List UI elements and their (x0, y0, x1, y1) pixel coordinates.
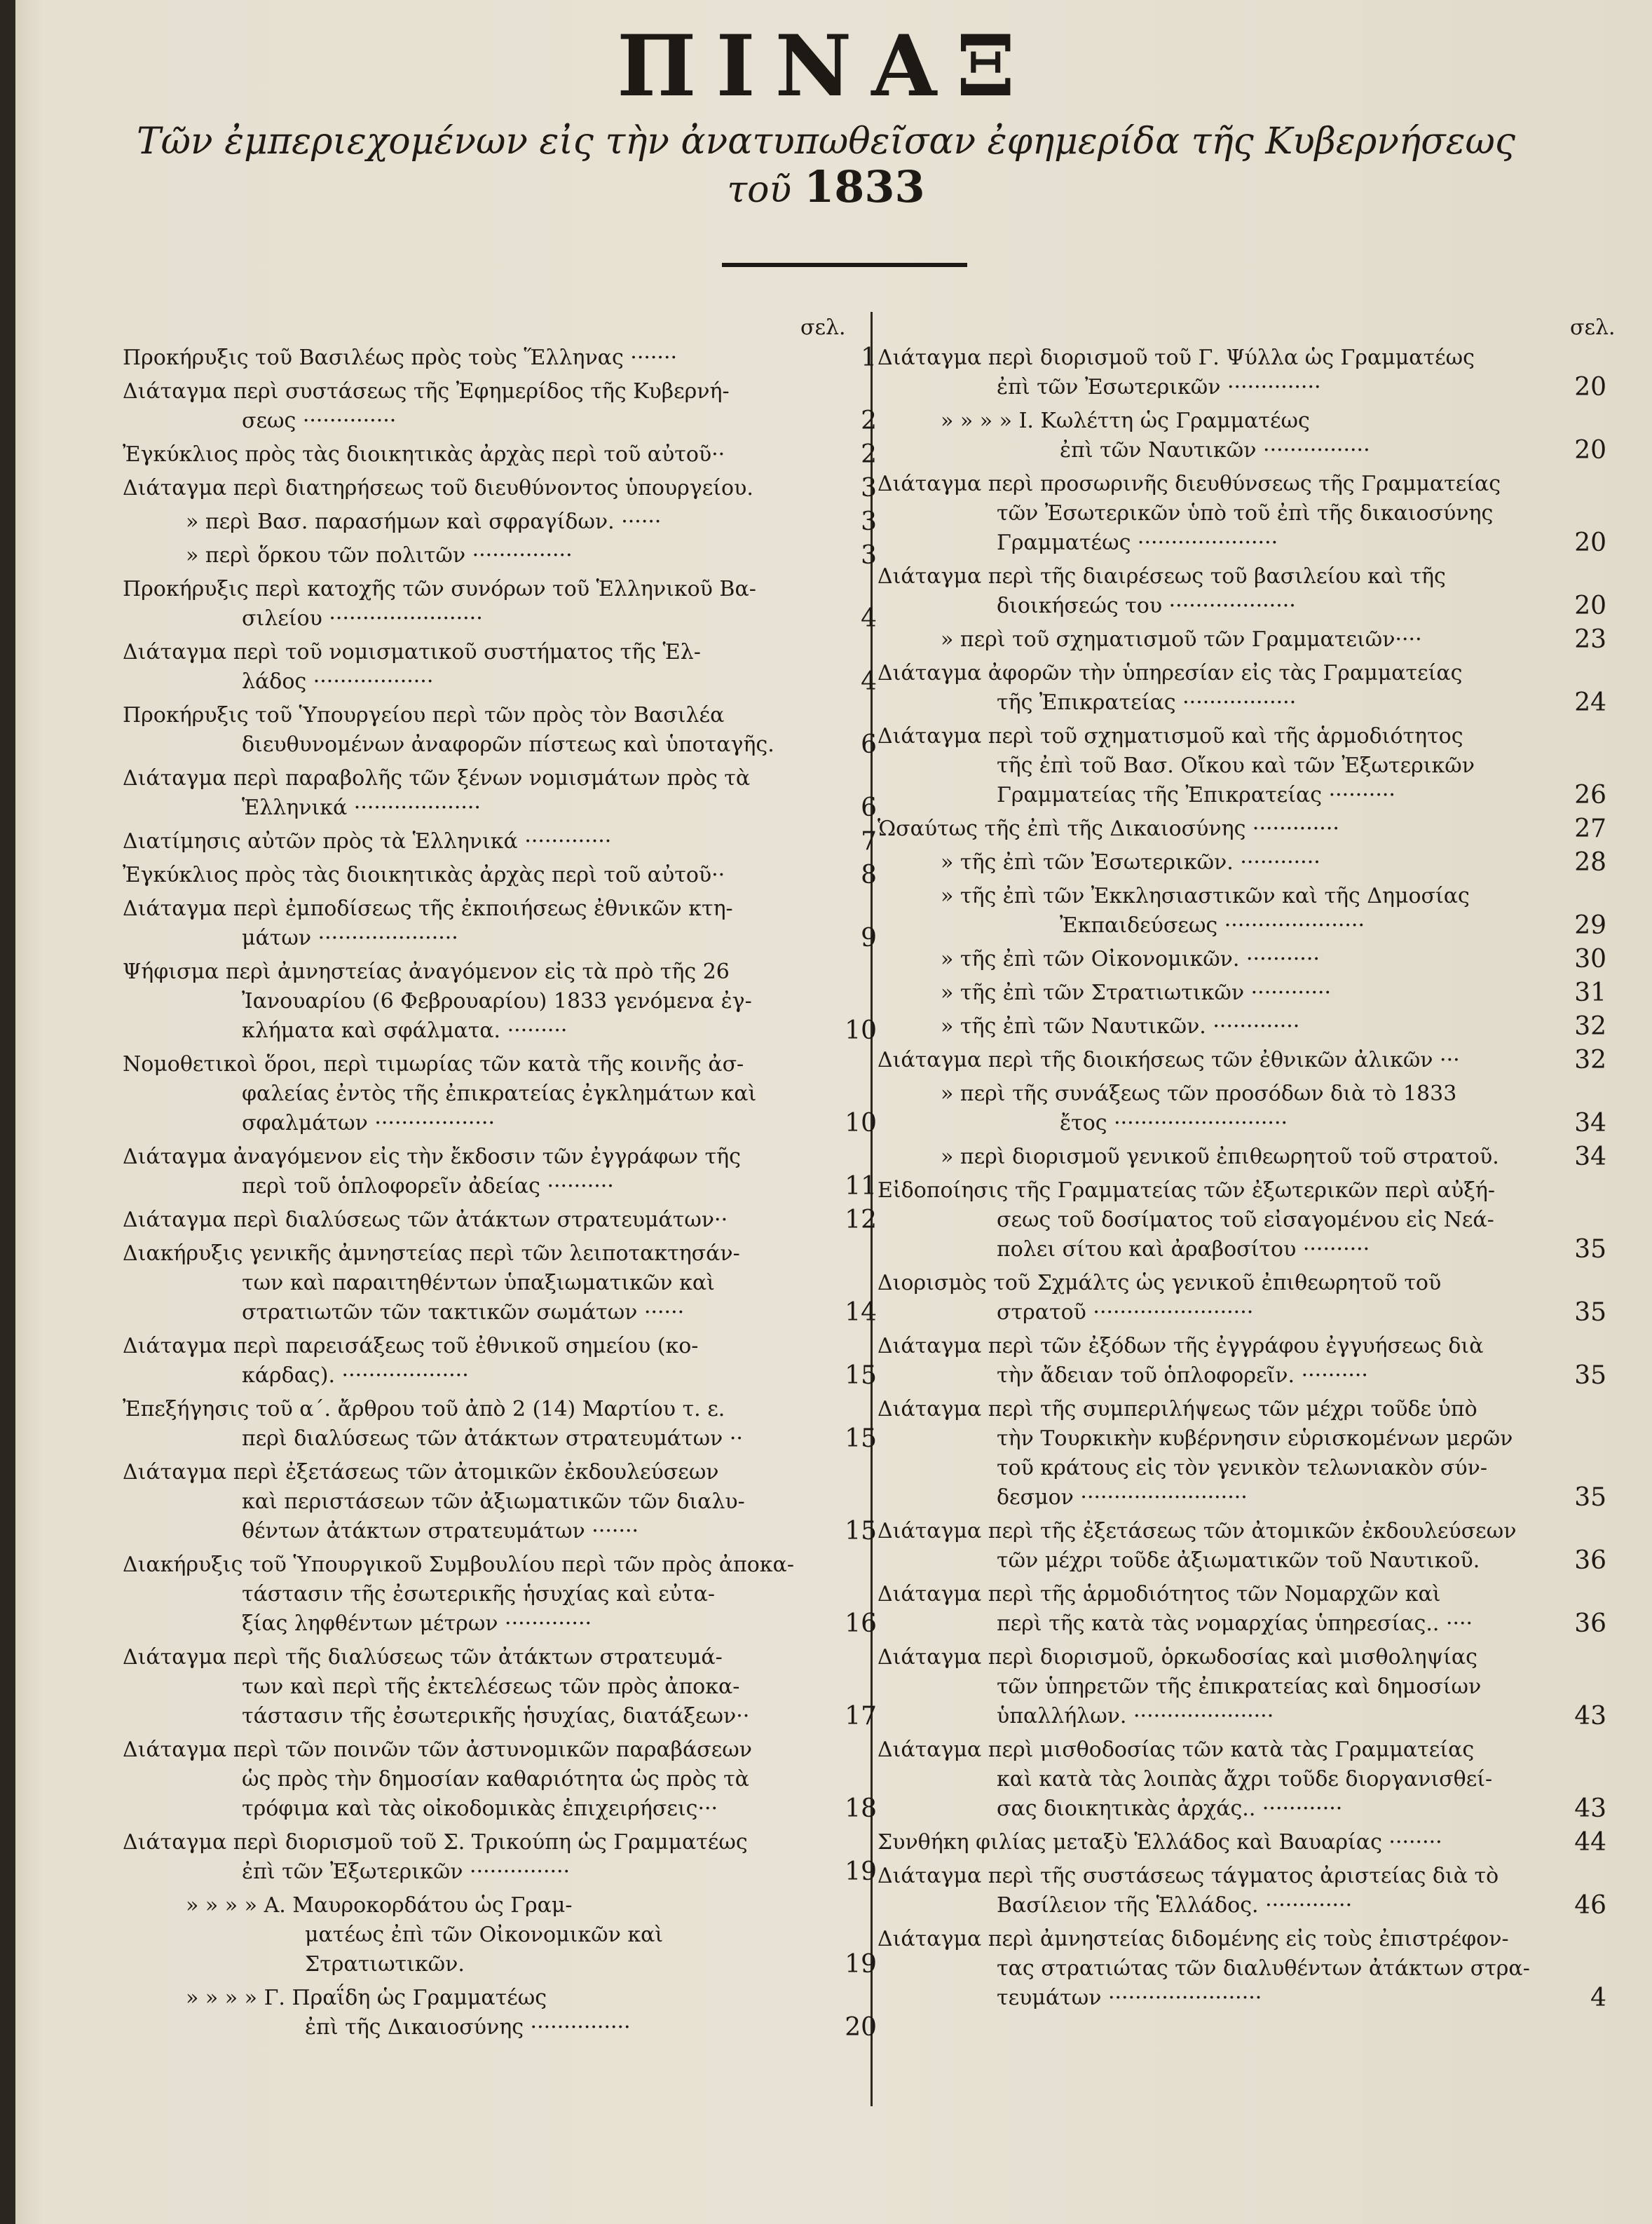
toc-entry-title: » τῆς ἐπὶ τῶν Οἰκονομικῶν. ··········· (941, 947, 1320, 971)
toc-entry-text (123, 638, 825, 697)
toc-entry-page: 20 (1574, 592, 1606, 620)
toc-entry-title: » » » » Α. Μαυροκορδάτου ὡς Γραμ- (186, 1893, 573, 1918)
toc-entry-page: 3 (861, 507, 877, 536)
toc-entry-text (878, 1517, 1557, 1576)
toc-entry-continuation: καὶ περιστάσεων τῶν ἀξιωματικῶν τῶν διαλυ- θέντων ἀτάκτων στρατευμάτων ······· (242, 1489, 745, 1543)
toc-entry (123, 957, 877, 1046)
toc-entry-title: Ὡσαύτως τῆς ἐπὶ τῆς Δικαιοσύνης ············· (878, 817, 1339, 841)
toc-entry-title: Διάταγμα περὶ παραβολῆς τῶν ξένων νομισμάτων πρὸς τὰ (123, 766, 751, 791)
toc-entry-text (123, 1550, 825, 1639)
toc-entry-page: 24 (1574, 688, 1606, 717)
toc-entry-title: Διάταγμα περὶ μισθοδοσίας τῶν κατὰ τὰς Γραμματείας (878, 1738, 1475, 1762)
toc-entry-title: Διάταγμα ἀναγόμενον εἰς τὴν ἔκδοσιν τῶν ἐγγράφων τῆς (123, 1145, 741, 1169)
toc-entry-continuation: σιλείου ······················· (242, 606, 483, 631)
toc-entry-page: 20 (845, 2013, 877, 2042)
toc-entry-page: 44 (1574, 1828, 1606, 1857)
toc-entry-title: Διάταγμα περὶ τοῦ νομισματικοῦ συστήματος τῆς Ἑλ- (123, 640, 701, 664)
toc-entry-title: Διακήρυξις γενικῆς ἀμνηστείας περὶ τῶν λειποτακτησάν- (123, 1241, 740, 1266)
toc-entry-text (878, 1176, 1557, 1264)
toc-entry (878, 407, 1606, 465)
toc-entry-page: 19 (845, 1857, 877, 1886)
toc-entry-page: 4 (861, 604, 877, 633)
toc-entry-page: 17 (845, 1702, 877, 1731)
toc-entry-page: 20 (1574, 373, 1606, 402)
toc-entry-page: 9 (861, 924, 877, 953)
toc-entry-title: Διάταγμα περὶ τῆς διαιρέσεως τοῦ βασιλείου καὶ τῆς (878, 564, 1446, 589)
toc-entry-continuation: κάρδας). ··················· (242, 1363, 469, 1388)
toc-entry-text (878, 814, 1557, 844)
toc-entry (878, 814, 1606, 844)
toc-entry-page: 16 (845, 1609, 877, 1638)
toc-entry-text (941, 945, 1557, 974)
toc-entry-text (878, 1269, 1557, 1328)
toc-entry-text (123, 1332, 825, 1391)
toc-entry-continuation: μάτων ····················· (242, 926, 458, 950)
toc-entry-text (123, 957, 825, 1046)
toc-entry-text (941, 1012, 1557, 1042)
toc-entry-page: 43 (1574, 1702, 1606, 1731)
binding-edge (0, 0, 15, 2224)
toc-entry-page: 11 (845, 1172, 877, 1201)
toc-entry-page: 3 (861, 541, 877, 570)
toc-entry-continuation: στρατοῦ ························ (997, 1300, 1254, 1325)
toc-entry (123, 474, 877, 503)
left-column-page-heading: σελ. (800, 315, 846, 340)
toc-entry-title: Διάταγμα περὶ ἀμνηστείας διδομένης εἰς τοὺς ἐπιστρέφον- (878, 1927, 1509, 1951)
toc-entry (123, 1984, 877, 2042)
toc-entry (123, 1142, 877, 1201)
toc-entry-title: Διάταγμα περὶ ἐμποδίσεως τῆς ἐκποιήσεως ἐθνικῶν κτη- (123, 896, 733, 921)
toc-entry (123, 1735, 877, 1824)
toc-entry-text (941, 882, 1557, 941)
toc-entry-title: Ἐγκύκλιος πρὸς τὰς διοικητικὰς ἀρχὰς περὶ τοῦ αὐτοῦ·· (123, 863, 725, 887)
toc-entry-text (878, 1332, 1557, 1391)
toc-entry (878, 945, 1606, 974)
toc-entry-continuation: τὴν ἄδειαν τοῦ ὁπλοφορεῖν. ·········· (997, 1363, 1368, 1388)
toc-entry-title: Νομοθετικοὶ ὅροι, περὶ τιμωρίας τῶν κατὰ τῆς κοινῆς ἀσ- (123, 1052, 744, 1077)
toc-entry-continuation: Ἐκπαιδεύσεως ····················· (1060, 913, 1365, 938)
title-rule (722, 263, 967, 267)
toc-entry-text (878, 659, 1557, 718)
toc-entry (878, 1862, 1606, 1921)
toc-entry-text (123, 1206, 825, 1235)
toc-entry-continuation: τας στρατιώτας τῶν διαλυθέντων ἀτάκτων στρα- τευμάτων ······················· (997, 1956, 1530, 2010)
toc-entry-text (186, 507, 825, 537)
toc-entry-text (123, 1828, 825, 1887)
toc-entry-continuation: τάστασιν τῆς ἐσωτερικῆς ἡσυχίας καὶ εὐτα- ξίας ληφθέντων μέτρων ············· (242, 1582, 716, 1636)
toc-entry-page: 46 (1574, 1891, 1606, 1920)
toc-entry-text (123, 1239, 825, 1328)
toc-entry-title: » περὶ τῆς συνάξεως τῶν προσόδων διὰ τὸ 1833 (941, 1082, 1457, 1106)
toc-entry (123, 827, 877, 857)
toc-entry-title: Ἐγκύκλιος πρὸς τὰς διοικητικὰς ἀρχὰς περὶ τοῦ αὐτοῦ·· (123, 442, 725, 467)
toc-entry-page: 26 (1574, 781, 1606, 810)
page-subtitle-year-line (0, 161, 1652, 212)
toc-entry (878, 1395, 1606, 1513)
toc-entry-title: Διάταγμα περὶ τοῦ σχηματισμοῦ καὶ τῆς ἁρμοδιότητος (878, 724, 1463, 749)
toc-entry-page: 2 (861, 440, 877, 469)
toc-entry-text (878, 722, 1557, 810)
toc-entry-text (941, 1079, 1557, 1138)
toc-entry-title: » περὶ τοῦ σχηματισμοῦ τῶν Γραμματειῶν···· (941, 627, 1422, 652)
toc-entry-continuation: τῆς Ἐπικρατείας ················· (997, 690, 1297, 715)
toc-entry-text (123, 861, 825, 890)
toc-entry-title: Διάταγμα περὶ διαλύσεως τῶν ἀτάκτων στρατευμάτων·· (123, 1208, 728, 1232)
toc-entry-page: 8 (861, 861, 877, 889)
toc-entry-text (123, 377, 825, 436)
toc-entry-text (878, 1925, 1557, 2013)
toc-entry-page: 3 (861, 474, 877, 503)
toc-entry-page: 36 (1574, 1546, 1606, 1575)
toc-entry-title: » περὶ διορισμοῦ γενικοῦ ἐπιθεωρητοῦ τοῦ στρατοῦ. (941, 1145, 1499, 1169)
toc-entry-page: 28 (1574, 848, 1606, 877)
toc-entry-title: Ψήφισμα περὶ ἀμνηστείας ἀναγόμενον εἰς τὰ πρὸ τῆς 26 (123, 960, 730, 984)
toc-entry-page: 12 (845, 1206, 877, 1234)
toc-entry-text (123, 440, 825, 470)
toc-entry-page: 20 (1574, 528, 1606, 557)
toc-entry-page: 1 (861, 343, 877, 372)
toc-entry (123, 894, 877, 953)
toc-entry-continuation: φαλείας ἐντὸς τῆς ἐπικρατείας ἐγκλημάτων καὶ σφαλμάτων ·················· (242, 1082, 757, 1135)
toc-entry-title: » τῆς ἐπὶ τῶν Ἐσωτερικῶν. ············ (941, 850, 1320, 875)
toc-entry (123, 507, 877, 537)
toc-entry (123, 343, 877, 373)
toc-entry-title: Εἰδοποίησις τῆς Γραμματείας τῶν ἐξωτερικῶν περὶ αὐξή- (878, 1178, 1496, 1203)
toc-entry-page: 18 (845, 1794, 877, 1823)
toc-entry-title: Διάταγμα περὶ προσωρινῆς διευθύνσεως τῆς Γραμματείας (878, 472, 1501, 496)
toc-entry-title: Διάταγμα περὶ τῆς ἁρμοδιότητος τῶν Νομαρχῶν καὶ (878, 1582, 1441, 1606)
toc-entry-text (878, 1046, 1557, 1075)
toc-entry-continuation: λάδος ·················· (242, 669, 434, 694)
toc-entry (878, 1012, 1606, 1042)
toc-entry (878, 1079, 1606, 1138)
toc-entry-continuation: σεως τοῦ δοσίματος τοῦ εἰσαγομένου εἰς Νεά- πολει σίτου καὶ ἀραβοσίτου ·········· (997, 1208, 1494, 1262)
toc-entry (123, 1643, 877, 1731)
toc-entry (123, 701, 877, 760)
toc-entry-page: 15 (845, 1424, 877, 1453)
toc-entry (878, 1142, 1606, 1172)
toc-entry-title: » περὶ Βασ. παρασήμων καὶ σφραγίδων. ······ (186, 510, 662, 534)
toc-entry-title: Διάταγμα περὶ διατηρήσεως τοῦ διευθύνοντος ὑπουργείου. (123, 476, 753, 500)
toc-entry (123, 1050, 877, 1138)
toc-entry-title: Διάταγμα περὶ τῶν ἐξόδων τῆς ἐγγράφου ἐγγυήσεως διὰ (878, 1334, 1484, 1358)
toc-entry-title: Διάταγμα περὶ τῆς διοικήσεως τῶν ἐθνικῶν ἀλικῶν ··· (878, 1048, 1460, 1072)
toc-entry-text (878, 343, 1557, 402)
toc-entry-text (878, 1862, 1557, 1921)
toc-entry-continuation: περὶ τοῦ ὁπλοφορεῖν ἀδείας ·········· (242, 1174, 614, 1199)
toc-entry-text (941, 625, 1557, 655)
toc-entry-continuation: ὡς πρὸς τὴν δημοσίαν καθαριότητα ὡς πρὸς τὰ τρόφιμα καὶ τὰς οἰκοδομικὰς ἐπιχειρήσεις··· (242, 1767, 749, 1821)
toc-entry (123, 575, 877, 634)
toc-entry-page: 43 (1574, 1794, 1606, 1823)
toc-entry (878, 1580, 1606, 1639)
toc-entry-page: 15 (845, 1361, 877, 1390)
page-title: ΠΙΝΑΞ (617, 17, 1035, 116)
toc-entry-page: 14 (845, 1298, 877, 1327)
toc-entry (878, 882, 1606, 941)
toc-entry-page: 31 (1574, 978, 1606, 1007)
toc-entry-text (123, 894, 825, 953)
year-prefix: τοῦ (727, 169, 792, 211)
toc-entry-continuation: σεως ·············· (242, 409, 397, 433)
toc-entry-title: Διάταγμα περὶ παρεισάξεως τοῦ ἐθνικοῦ σημείου (κο- (123, 1334, 699, 1358)
toc-entry-page: 35 (1574, 1361, 1606, 1390)
toc-entry-title: Διάταγμα περὶ ἐξετάσεως τῶν ἀτομικῶν ἐκδουλεύσεων (123, 1460, 719, 1485)
toc-entry-page: 32 (1574, 1012, 1606, 1041)
toc-entry-text (186, 541, 825, 571)
toc-entry-text (878, 1828, 1557, 1857)
toc-entry-title: Διάταγμα περὶ τῆς συστάσεως τάγματος ἀριστείας διὰ τὸ (878, 1864, 1499, 1888)
toc-entry-text (878, 1580, 1557, 1639)
toc-entry (878, 1643, 1606, 1731)
toc-entry-title: Διορισμὸς τοῦ Σχμάλτς ὡς γενικοῦ ἐπιθεωρητοῦ τοῦ (878, 1271, 1442, 1295)
toc-entry (878, 978, 1606, 1008)
toc-entry-text (123, 1458, 825, 1546)
toc-entry (878, 470, 1606, 558)
toc-entry-page: 36 (1574, 1609, 1606, 1638)
toc-entry (123, 861, 877, 890)
toc-entry (123, 638, 877, 697)
toc-entry-continuation: Ἑλληνικά ··················· (242, 796, 481, 820)
toc-entry-continuation: τῆς ἐπὶ τοῦ Βασ. Οἴκου καὶ τῶν Ἐξωτερικῶν Γραμματείας τῆς Ἐπικρατείας ·········· (997, 753, 1475, 807)
toc-entry-title: Διάταγμα περὶ διορισμοῦ τοῦ Γ. Ψύλλα ὡς Γραμματέως (878, 346, 1475, 370)
toc-entry (878, 1925, 1606, 2013)
toc-entry-title: Διακήρυξις τοῦ Ὑπουργικοῦ Συμβουλίου περὶ τῶν πρὸς ἀποκα- (123, 1553, 794, 1577)
toc-entry-page: 35 (1574, 1235, 1606, 1264)
toc-entry-continuation: καὶ κατὰ τὰς λοιπὰς ἄχρι τοῦδε διοργανισθεί- σας διοικητικὰς ἀρχάς.. ············ (997, 1767, 1493, 1821)
toc-entry-page: 34 (1574, 1142, 1606, 1171)
toc-entry-continuation: διοικήσεώς του ··················· (997, 594, 1296, 618)
toc-entry (123, 541, 877, 571)
toc-entry (123, 440, 877, 470)
toc-entry-continuation: ἐπὶ τῶν Ναυτικῶν ················ (1060, 438, 1370, 463)
toc-entry-continuation: ἐπὶ τῶν Ἐξωτερικῶν ··············· (242, 1860, 571, 1884)
toc-entry (123, 764, 877, 823)
toc-entry-continuation: τὴν Τουρκικὴν κυβέρνησιν εὑρισκομένων μερῶν τοῦ κράτους εἰς τὸν γενικὸν τελωνιακὸν σύν- δεσμον ························· (997, 1426, 1513, 1510)
toc-entry (878, 659, 1606, 718)
toc-entry-text (123, 827, 825, 857)
toc-entry-continuation: διευθυνομένων ἀναφορῶν πίστεως καὶ ὑποταγῆς. (242, 732, 774, 757)
toc-entry-title: Προκήρυξις τοῦ Βασιλέως πρὸς τοὺς Ἕλληνας ······· (123, 346, 678, 370)
toc-entry (878, 848, 1606, 878)
toc-entry (123, 377, 877, 436)
toc-entry-title: Διάταγμα περὶ τῆς διαλύσεως τῶν ἀτάκτων στρατευμά- (123, 1645, 723, 1670)
toc-entry-page: 6 (861, 793, 877, 822)
right-column (878, 343, 1606, 2017)
toc-entry (878, 722, 1606, 810)
toc-entry-text (878, 470, 1557, 558)
toc-entry-title: Διάταγμα περὶ τῆς ἐξετάσεως τῶν ἀτομικῶν ἐκδουλεύσεων (878, 1519, 1517, 1543)
toc-entry (123, 1239, 877, 1328)
toc-entry-text (941, 978, 1557, 1008)
toc-entry-page: 35 (1574, 1298, 1606, 1327)
toc-entry-text (186, 1891, 825, 1979)
left-column (123, 343, 877, 2047)
toc-entry-title: » τῆς ἐπὶ τῶν Ναυτικῶν. ············· (941, 1014, 1300, 1039)
toc-entry (123, 1206, 877, 1235)
toc-entry-continuation: τῶν ὑπηρετῶν τῆς ἐπικρατείας καὶ δημοσίων ὑπαλλήλων. ····················· (997, 1674, 1482, 1728)
toc-entry-title: Διάταγμα περὶ διορισμοῦ τοῦ Σ. Τρικούπη ὡς Γραμματέως (123, 1830, 748, 1855)
toc-entry-page: 32 (1574, 1046, 1606, 1075)
toc-entry-text (123, 764, 825, 823)
toc-entry-title: » περὶ ὅρκου τῶν πολιτῶν ··············· (186, 543, 573, 568)
toc-entry-text (878, 1395, 1557, 1513)
toc-entry (878, 1735, 1606, 1824)
toc-entry-page: 10 (845, 1109, 877, 1138)
toc-entry-continuation: των καὶ περὶ τῆς ἐκτελέσεως τῶν πρὸς ἀποκα- τάστασιν τῆς ἐσωτερικῆς ἡσυχίας, διατάξεων·· (242, 1674, 750, 1728)
toc-entry-title: Συνθήκη φιλίας μεταξὺ Ἑλλάδος καὶ Βαυαρίας ········ (878, 1830, 1442, 1855)
toc-entry-text (123, 474, 825, 503)
toc-entry-page: 29 (1574, 911, 1606, 940)
toc-entry-continuation: τῶν μέχρι τοῦδε ἀξιωματικῶν τοῦ Ναυτικοῦ. (997, 1548, 1480, 1573)
toc-entry-continuation: ματέως ἐπὶ τῶν Οἰκονομικῶν καὶ Στρατιωτικῶν. (305, 1923, 664, 1977)
toc-entry-continuation: Βασίλειον τῆς Ἑλλάδος. ············· (997, 1893, 1353, 1918)
toc-entry (878, 343, 1606, 402)
page-subtitle: Τῶν ἐμπεριεχομένων εἰς τὴν ἀνατυπωθεῖσαν ἐφημερίδα τῆς Κυβερνήσεως (136, 121, 1516, 163)
year: 1833 (804, 161, 925, 212)
toc-entry-text (123, 1142, 825, 1201)
toc-entry-text (123, 1735, 825, 1824)
toc-entry-page: 4 (1590, 1984, 1606, 2012)
toc-entry-page: 4 (861, 667, 877, 696)
toc-entry-title: Προκήρυξις περὶ κατοχῆς τῶν συνόρων τοῦ Ἑλληνικοῦ Βα- (123, 577, 756, 601)
toc-entry (878, 1332, 1606, 1391)
toc-entry-title: Διάταγμα περὶ συστάσεως τῆς Ἐφημερίδος τῆς Κυβερνή- (123, 379, 730, 404)
toc-entry-text (123, 343, 825, 373)
toc-entry (878, 1176, 1606, 1264)
toc-entry-page: 15 (845, 1517, 877, 1546)
toc-entry-title: Διάταγμα περὶ τῆς συμπεριλήψεως τῶν μέχρι τοῦδε ὑπὸ (878, 1397, 1477, 1421)
toc-entry (878, 1517, 1606, 1576)
toc-entry-text (123, 1050, 825, 1138)
toc-entry-page: 19 (845, 1950, 877, 1979)
toc-entry-continuation: ἐπὶ τῆς Δικαιοσύνης ··············· (305, 2015, 631, 2040)
toc-entry (878, 1828, 1606, 1857)
toc-entry-text (123, 575, 825, 634)
toc-entry-page: 27 (1574, 814, 1606, 843)
toc-entry-title: Διατίμησις αὐτῶν πρὸς τὰ Ἑλληνικά ············· (123, 829, 612, 854)
toc-entry (878, 1046, 1606, 1075)
toc-entry (123, 1550, 877, 1639)
toc-entry-text (123, 701, 825, 760)
toc-entry (878, 1269, 1606, 1328)
toc-entry-title: Διάταγμα ἀφορῶν τὴν ὑπηρεσίαν εἰς τὰς Γραμματείας (878, 661, 1463, 685)
toc-entry-text (878, 562, 1557, 621)
toc-entry-title: Διάταγμα περὶ διορισμοῦ, ὁρκωδοσίας καὶ μισθοληψίας (878, 1645, 1477, 1670)
toc-entry-continuation: περὶ τῆς κατὰ τὰς νομαρχίας ὑπηρεσίας.. ···· (997, 1611, 1473, 1636)
toc-entry (123, 1828, 877, 1887)
toc-entry-page: 6 (861, 730, 877, 759)
toc-entry-title: » » » » Ι. Κωλέττη ὡς Γραμματέως (941, 409, 1310, 433)
toc-entry-continuation: των καὶ παραιτηθέντων ὑπαξιωματικῶν καὶ στρατιωτῶν τῶν τακτικῶν σωμάτων ······ (242, 1271, 715, 1325)
toc-entry-title: Ἐπεξήγησις τοῦ α΄. ἄρθρου τοῦ ἀπὸ 2 (14) Μαρτίου τ. ε. (123, 1397, 725, 1421)
toc-entry-title: » τῆς ἐπὶ τῶν Ἐκκλησιαστικῶν καὶ τῆς Δημοσίας (941, 884, 1470, 908)
toc-entry-continuation: ἔτος ·························· (1060, 1111, 1288, 1135)
toc-entry (878, 562, 1606, 621)
toc-entry (123, 1891, 877, 1979)
toc-entry-page: 10 (845, 1016, 877, 1045)
toc-entry-page: 34 (1574, 1109, 1606, 1138)
toc-entry-text (941, 407, 1557, 465)
toc-entry-page: 30 (1574, 945, 1606, 974)
toc-entry-text (878, 1643, 1557, 1731)
toc-entry-title: » τῆς ἐπὶ τῶν Στρατιωτικῶν ············ (941, 981, 1332, 1005)
toc-entry-continuation: ἐπὶ τῶν Ἐσωτερικῶν ·············· (997, 375, 1321, 400)
toc-entry-continuation: Ἰανουαρίου (6 Φεβρουαρίου) 1833 γενόμενα ἐγ- κλήματα καὶ σφάλματα. ········· (242, 989, 752, 1043)
toc-entry-continuation: τῶν Ἐσωτερικῶν ὑπὸ τοῦ ἐπὶ τῆς δικαιοσύνης Γραμματέως ····················· (997, 501, 1494, 555)
toc-entry-text (941, 1142, 1557, 1172)
toc-entry (878, 625, 1606, 655)
toc-entry (123, 1395, 877, 1454)
toc-entry-page: 2 (861, 407, 877, 435)
toc-entry-page: 35 (1574, 1483, 1606, 1512)
toc-entry-text (941, 848, 1557, 878)
toc-entry-text (186, 1984, 825, 2042)
toc-entry (123, 1332, 877, 1391)
toc-entry-text (878, 1735, 1557, 1824)
toc-entry (123, 1458, 877, 1546)
toc-entry-title: Διάταγμα περὶ τῶν ποινῶν τῶν ἀστυνομικῶν παραβάσεων (123, 1738, 752, 1762)
toc-entry-title: » » » » Γ. Πραΐδη ὡς Γραμματέως (186, 1986, 547, 2010)
toc-entry-title: Προκήρυξις τοῦ Ὑπουργείου περὶ τῶν πρὸς τὸν Βασιλέα (123, 703, 725, 728)
right-column-page-heading: σελ. (1570, 315, 1616, 340)
toc-entry-continuation: περὶ διαλύσεως τῶν ἀτάκτων στρατευμάτων ·· (242, 1426, 743, 1451)
toc-entry-text (123, 1643, 825, 1731)
toc-entry-page: 23 (1574, 625, 1606, 654)
toc-entry-text (123, 1395, 825, 1454)
toc-entry-page: 7 (861, 827, 877, 856)
toc-entry-page: 20 (1574, 436, 1606, 465)
